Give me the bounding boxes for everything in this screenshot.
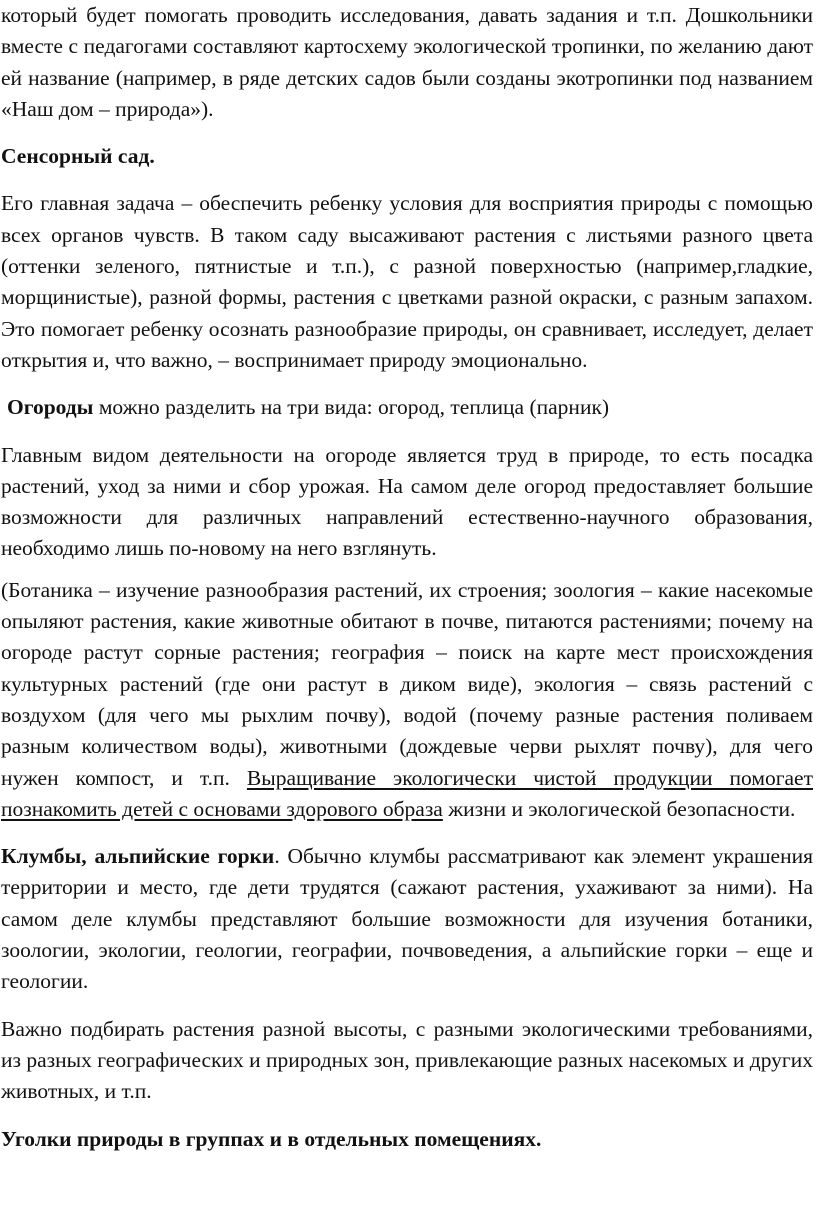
paragraph-plant-selection: Важно подбирать растения разной высоты, с разными экологическими требованиями, из разных географических и природных зон, привлекающие разных насекомых и других животных, и т.п. [1, 1016, 813, 1104]
gardens-term: Огороды [7, 395, 94, 420]
flowerbeds-term: Клумбы, альпийские горки [1, 844, 275, 869]
paragraph-garden-activity: Главным видом деятельности на огороде является труд в природе, то есть посадка растений, уход за ними и сбор урожая. На самом деле огород предоставляет большие возможности для различных направлений естественно-научного образования, необходимо лишь по-новому на него взглянуть. [1, 442, 813, 561]
paragraph-ecotrail: который будет помогать проводить исследования, давать задания и т.п. Дошкольники вместе с педагогами составляют картосхему экологической тропинки, по желанию дают ей название (например, в ряде детских садов были созданы экотропинки под названием «Наш дом – природа»). [1, 3, 813, 121]
gardens-intro-text: можно разделить на три вида: огород, теплица (парник) [93, 395, 610, 420]
heading-sensory-garden: Сенсорный сад. [1, 144, 155, 169]
paragraph-gardens-intro [1, 392, 813, 423]
paragraph-garden-subjects [1, 575, 813, 825]
garden-subjects-text: (Ботаника – изучение разнообразия растений, их строения; зоология – какие насекомые опыляют растения, какие животные обитают в почве, питаются растениями; почему на огороде растут сорные растения; география – поиск на карте мест происхождения культурных растений (где они растут в диком виде), экология – связь растений с воздухом (для чего мы рыхлим почву), водой (почему разные растения поливаем разным количеством воды), животными (дождевые черви рыхлят почву), для чего нужен компост, и т.п. [1, 577, 813, 790]
underlined-healthy-lifestyle-text: Выращивание экологически чистой продукции помогает познакомить детей с основами здорового образа [1, 765, 813, 821]
paragraph-sensory-garden: Его главная задача – обеспечить ребенку условия для восприятия природы с помощью всех органов чувств. В таком саду высаживают растения с листьями разного цвета (оттенки зеленого, пятнистые и т.п.), с разной поверхностью (например,гладкие, морщинистые), разной формы, растения с цветками разной окраски, с разным запахом. Это помогает ребенку осознать разнообразие природы, он сравнивает, исследует, делает открытия и, что важно, – воспринимает природу эмоционально. [1, 191, 813, 372]
garden-subjects-tail: жизни и экологической безопасности. [442, 796, 796, 821]
heading-nature-corners: Уголки природы в группах и в отдельных помещениях. [1, 1126, 542, 1151]
paragraph-flowerbeds [1, 841, 813, 997]
flowerbeds-text: . Обычно клумбы рассматривают как элемент украшения территории и место, где дети трудятся (сажают растения, ухаживают за ними). На самом деле клумбы представляют большие возможности для изучения ботаники, зоологии, экологии, геологии, географии, почвоведения, а альпийские горки – еще и геологии. [1, 844, 813, 994]
document-page [1, 0, 813, 1155]
